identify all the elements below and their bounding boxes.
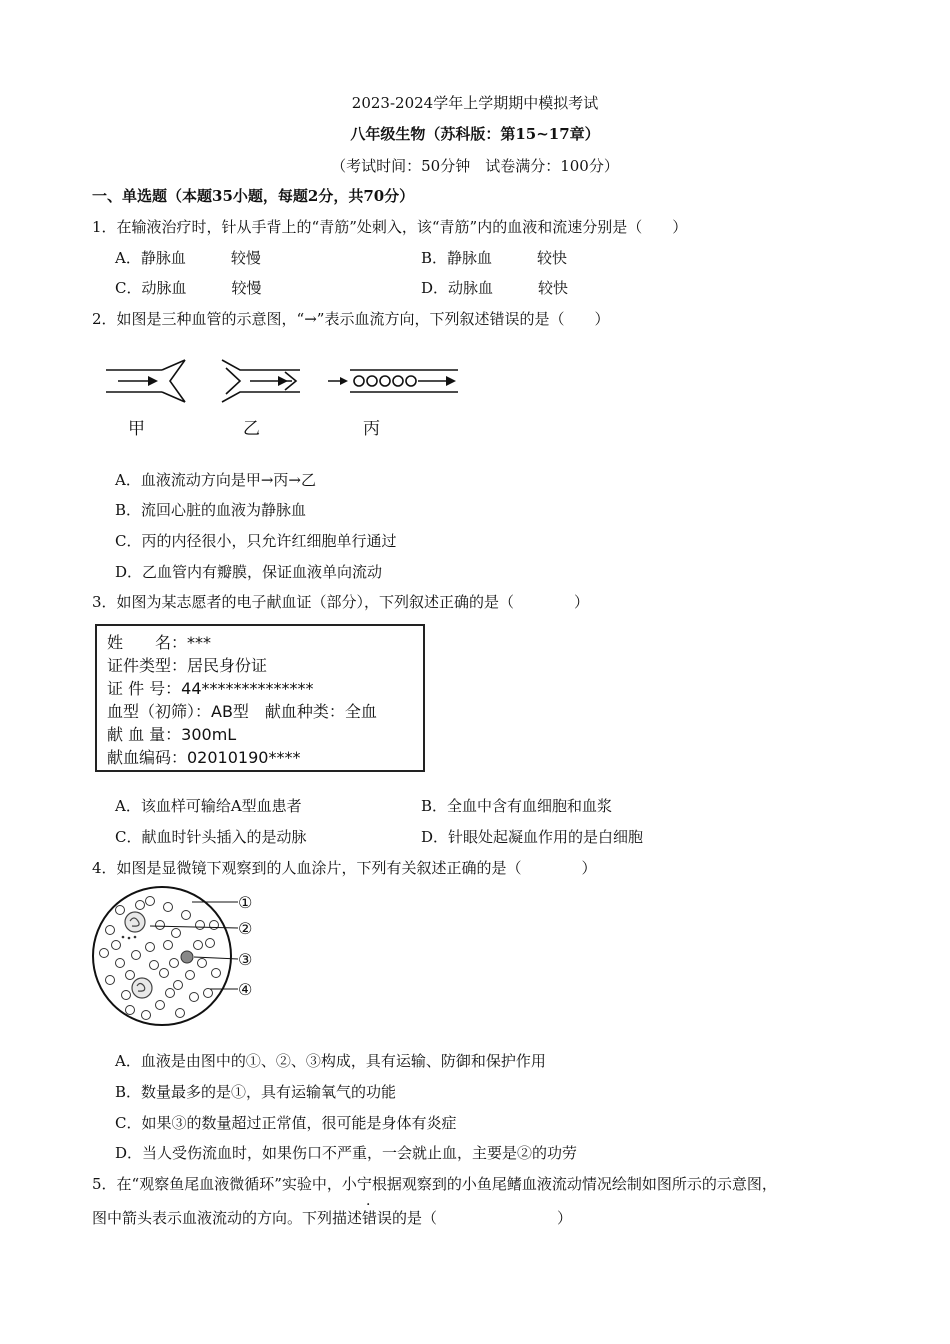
q1-option-d: D．动脉血 较快 [421,279,569,297]
marker-3: ③ [238,950,253,969]
q3-option-b: B．全血中含有血细胞和血浆 [421,797,613,815]
q3-option-d: D．针眼处起凝血作用的是白细胞 [421,828,644,846]
blood-vessel-diagram [100,352,470,447]
q5-line2 [92,1207,572,1228]
red-blood-cell [122,991,131,1000]
q1-option-a: A．静脉血 较慢 [115,249,261,267]
q5-line2-post: 的是（ ） [392,1209,573,1227]
red-blood-cell [116,906,125,915]
red-blood-cell [106,976,115,985]
card-name: 姓 名：*** [107,633,212,652]
red-blood-cell [206,939,215,948]
red-blood-cell [164,903,173,912]
exam-subtitle: 八年级生物（苏科版：第15~17章） [350,125,600,143]
label-bing: 丙 [363,419,380,439]
marker-4: ④ [238,980,253,999]
red-blood-cell [182,911,191,920]
card-id-type: 证件类型：居民身份证 [107,656,268,675]
red-blood-cell [142,1011,151,1020]
red-blood-cell [146,897,155,906]
marker-2: ② [238,919,253,938]
q3-option-c: C．献血时针头插入的是动脉 [115,828,307,846]
q2-option-b: B．流回心脏的血液为静脉血 [115,501,307,519]
red-blood-cell [186,971,195,980]
red-blood-cell [194,941,203,950]
q1-stem: 1．在输液治疗时，针从手背上的“青筋”处刺入，该“青筋”内的血液和流速分别是（ ） [92,218,688,236]
red-blood-cell [198,959,207,968]
red-blood-cell [174,981,183,990]
exam-info: （考试时间：50分钟 试卷满分：100分） [331,157,619,175]
red-blood-cell [150,961,159,970]
q3-stem: 3．如图为某志愿者的电子献血证（部分），下列叙述正确的是（ ） [92,593,590,611]
red-blood-cell [190,993,199,1002]
red-blood-cell [156,1001,165,1010]
red-blood-cell [204,989,213,998]
red-blood-cell [146,943,155,952]
red-blood-cell [126,1006,135,1015]
red-blood-cell [112,941,121,950]
q2-option-a: A．血液流动方向是甲→丙→乙 [115,471,316,489]
label-yi: 乙 [243,419,260,439]
marker-1: ① [238,893,253,912]
red-blood-cell [106,926,115,935]
q2-option-d: D．乙血管内有瓣膜，保证血液单向流动 [115,563,383,581]
card-volume: 献 血 量：300mL [107,725,237,744]
blood-smear-diagram [90,885,270,1030]
red-blood-cell [100,949,109,958]
red-blood-cell [176,1009,185,1018]
red-blood-cell [136,901,145,910]
q4-option-c: C．如果③的数量超过正常值，很可能是身体有炎症 [115,1114,457,1132]
q2-option-c: C．丙的内径很小，只允许红细胞单行通过 [115,532,397,550]
red-blood-cell [166,989,175,998]
red-blood-cell [156,921,165,930]
q4-option-b: B．数量最多的是①，具有运输氧气的功能 [115,1083,397,1101]
red-blood-cell [132,951,141,960]
q5-line1: 5．在“观察鱼尾血液微循环”实验中，小宁根据观察到的小鱼尾鳍血液流动情况绘制如图所示的示意图， [92,1175,777,1193]
red-blood-cell [160,969,169,978]
red-blood-cell [172,929,181,938]
q5-line2-pre: 图中箭头表示血液流动的方向。下列描述 [92,1209,363,1227]
red-blood-cell [126,971,135,980]
section-heading: 一、单选题（本题35小题，每题2分，共70分） [92,187,415,205]
exam-title: 2023-2024学年上学期期中模拟考试 [351,94,599,112]
q3-option-a: A．该血样可输给A型血患者 [115,797,302,815]
red-blood-cell [116,959,125,968]
card-id-number: 证 件 号：44************** [107,679,314,698]
q4-option-a: A．血液是由图中的①、②、③构成，具有运输、防御和保护作用 [115,1052,546,1070]
red-blood-cell [212,969,221,978]
red-blood-cell [164,941,173,950]
q2-stem: 2．如图是三种血管的示意图，“→”表示血流方向，下列叙述错误的是（ ） [92,310,610,328]
q4-option-d: D．当人受伤流血时，如果伤口不严重，一会就止血，主要是②的功劳 [115,1144,578,1162]
blood-donation-card [95,624,425,772]
card-code: 献血编码：02010190**** [107,748,301,767]
q1-option-c: C．动脉血 较慢 [115,279,262,297]
q1-option-b: B．静脉血 较快 [421,249,568,267]
q5-emphasis: 错误 [362,1209,393,1227]
red-blood-cell [170,959,179,968]
red-blood-cell [210,921,219,930]
card-blood-type: 血型（初筛）：AB型 献血种类：全血 [107,702,377,721]
q4-stem: 4．如图是显微镜下观察到的人血涂片，下列有关叙述正确的是（ ） [92,859,597,877]
label-jia: 甲 [128,419,145,439]
red-blood-cell [196,921,205,930]
